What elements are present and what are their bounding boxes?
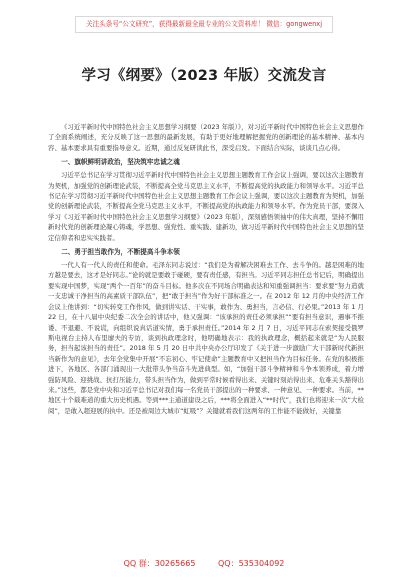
banner-text: 关注头条号“公文研究”，获得最新最全最专业的公文资料库！ 微信：gongwenxj [75,16,333,33]
intro-paragraph: 《习近平新时代中国特色社会主义思想学习纲要（2023 年版）》，对习近平新时代中国特色社会主义思想作了全面系统阐述，充分反映了这一思想的最新发展，有助于更好地理解把握党的创新理论的基本精神、基本内容、基本要求具有重要指导意义。近期，通过反复研读此书，深受启发。下面结合实际，谈谈几点心得。 [48,123,364,152]
footer [0,556,408,572]
section-2-heading: 二、勇于担当敢作为，不断提高斗争本领 [61,248,180,257]
footer-qq: QQ：535304092 [218,559,285,568]
footer-qq-group: QQ 群：30265665 [123,559,196,568]
top-banner [0,0,408,48]
section-1-heading: 一、旗帜鲜明讲政治，坚决筑牢忠诚之魂 [61,158,180,167]
section-2-paragraph: 一代人有一代人的责任和使命。毛泽东同志说过：“我们是为着解决困难去工作、去斗争的。越是困难的地方越是要去，这才是好同志。”论的就是要敢于碰硬，要有责任感，有担当。习近平同志担任总书记后，明确提出要实现中国梦，实现“两个一百年”的奋斗目标。他多次在不同场合明确表达和知重强调担当：要求要“努力造就一支忠诚干净担当的高素质干部队伍”，把“敢于担当”作为好干部标准之一。在 2012 年 12 月的中央经济工作会议上他讲到：“切实转变工作作风，做到讲实话、干实事，敢作为、勇担当，言必信、行必果。”2013 年 1 月 22 日，在十八届中央纪委二次全会的讲话中，他又强调：“该承担的责任必须承担”“要有担当意识，遇事不推诿、不退避、不说谎，向组织说真话道实情，勇于承担责任。”2014 年 2 月 7 日，习近平同志在索契接受俄罗斯电视台主持人布里廖夫的专访，谈到执政理念时，他明确地表示：我的执政理念，概括起来就是“为人民服务，担当起该担当的责任”。2018 年 5 月 20 日中共中央办公厅印发了《关于进一步激励广大干部新时代新担当新作为的意见》，去年全党集中开展“不忘初心、牢记使命”主题教育中又把担当作为目标任务。在党的积极推进下，各地区、各部门涌现出一大批带头争当奋斗先进典型。如，“加强干部斗争精神和斗争本领养成，着力增强防风险、迎挑战、抗打压能力，带头担当作为，做到平常时候看得出来、关键时刻站得出来、危难关头豁得出来。”这些，都是党中央和习近平总书记对我们每一名党员干部提出的一种要求、一种意见、一种要求。当前，**地区十个载难道的重大历史机遇。等到***主通道建设之后，***将全面进入“**时代”，我们也将迎来一次“大检阅”，是敢入超迎展的执中。还是被周边大城市“虹吸”？关键就看我们这两年的工作能不能做好，关键靠 [48,261,364,415]
document-title: 学习《纲要》（2023 年版）交流发言 [81,68,327,84]
section-1-paragraph: 习近平总书记在学习贯彻习近平新时代中国特色社会主义思想主题教育工作会议上强调，要以这次主题教育为契机，加强党的创新理论武装，不断提高全党马克思主义水平，不断提高党的执政能力和领导水平。习近平总书记在学习贯彻习近平新时代中国特色社会主义思想主题教育工作会议上强调，要以这次主题教育为契机，加强党的创新理论武装，不断提高全党马克思主义水平，不断提高党的执政能力和领导水平。作为党员干部，要深入学习《习近平新时代中国特色社会主义思想学习纲要》（2023 年版），深刻感悟领袖中的伟大真理，坚持不懈用新时代党的创新理论凝心铸魂，学思想、强党性、重实践、建新功，做习近平新时代中国特色社会主义思想的坚定信仰者和忠实实践者。 [48,171,364,242]
document-body [48,122,364,419]
